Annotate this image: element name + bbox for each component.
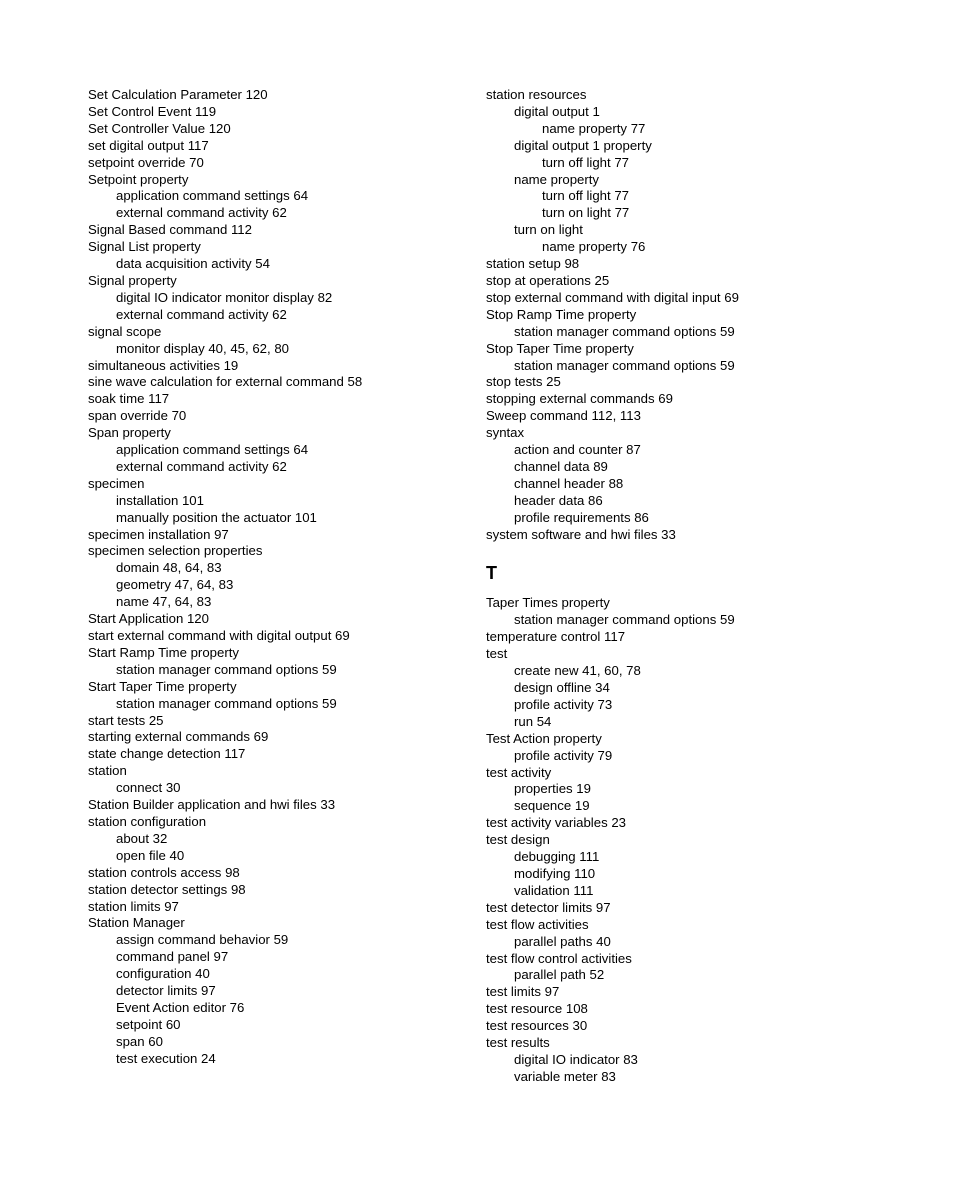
index-subentry: installation 101	[116, 492, 204, 508]
index-entry: test activity variables 23	[486, 815, 626, 831]
index-entry: Start Application 120	[88, 611, 209, 627]
index-list-t	[486, 595, 906, 1085]
index-entry: syntax	[486, 425, 525, 441]
index-subentry: debugging 111	[514, 849, 600, 865]
index-entry: starting external commands 69	[88, 729, 269, 745]
index-subentry: channel header 88	[514, 475, 624, 491]
index-subentry: validation 111	[514, 882, 594, 898]
index-subentry: create new 41, 60, 78	[514, 663, 641, 679]
index-entry: system software and hwi files 33	[486, 526, 676, 542]
index-entry: span override 70	[88, 408, 187, 424]
index-subentry: station manager command options 59	[514, 612, 735, 628]
index-entry: Signal property	[88, 272, 177, 288]
index-subentry: test execution 24	[116, 1050, 216, 1066]
index-entry: Setpoint property	[88, 171, 189, 187]
index-subentry: command panel 97	[116, 949, 229, 965]
index-subentry: digital output 1	[514, 103, 600, 119]
index-subentry: name 47, 64, 83	[116, 594, 212, 610]
index-subentry: turn off light 77	[542, 188, 629, 204]
index-entry: station controls access 98	[88, 864, 240, 880]
index-subentry: application command settings 64	[116, 188, 309, 204]
index-entry: station detector settings 98	[88, 881, 246, 897]
index-entry: setpoint override 70	[88, 154, 204, 170]
index-subentry: turn off light 77	[542, 154, 629, 170]
index-subentry: domain 48, 64, 83	[116, 560, 222, 576]
index-entry: sine wave calculation for external command 58	[88, 374, 363, 390]
index-column-left	[88, 87, 478, 1068]
index-entry: test	[486, 646, 508, 662]
index-subentry: profile activity 79	[514, 747, 613, 763]
index-entry: Start Taper Time property	[88, 678, 237, 694]
index-entry: Sweep command 112, 113	[486, 408, 641, 424]
index-entry: stop external command with digital input 69	[486, 289, 739, 305]
index-entry: stop at operations 25	[486, 272, 610, 288]
index-subentry: span 60	[116, 1033, 163, 1049]
index-entry: test resources 30	[486, 1018, 588, 1034]
index-entry: test flow activities	[486, 916, 589, 932]
index-entry: station configuration	[88, 813, 207, 829]
index-entry: Signal List property	[88, 239, 201, 255]
index-entry: specimen	[88, 475, 145, 491]
index-entry: start external command with digital output 69	[88, 628, 350, 643]
index-subentry: external command activity 62	[116, 205, 287, 221]
index-entry: test activity	[486, 764, 552, 780]
index-entry: specimen installation 97	[88, 526, 229, 542]
index-subentry: profile requirements 86	[514, 509, 649, 525]
index-entry: Stop Ramp Time property	[486, 306, 637, 322]
index-entry: state change detection 117	[88, 746, 246, 762]
index-entry: signal scope	[88, 323, 162, 339]
index-entry: test limits 97	[486, 984, 560, 1000]
index-subentry: turn on light	[514, 222, 583, 238]
index-entry: Start Ramp Time property	[88, 644, 239, 660]
index-subentry: application command settings 64	[116, 442, 309, 458]
index-entry: test resource 108	[486, 1001, 588, 1017]
section-letter-heading: T	[486, 563, 497, 584]
index-subentry: turn on light 77	[542, 205, 630, 221]
index-entry: set digital output 117	[88, 137, 209, 153]
index-subentry: design offline 34	[514, 680, 610, 695]
index-entry: Station Builder application and hwi files 33	[88, 797, 336, 813]
index-entry: Signal Based command 112	[88, 222, 252, 238]
index-subentry: channel data 89	[514, 458, 608, 474]
index-entry: start tests 25	[88, 712, 164, 728]
index-entry: stopping external commands 69	[486, 391, 673, 407]
index-entry: Test Action property	[486, 730, 602, 746]
index-list-s	[486, 87, 906, 543]
index-subentry: header data 86	[514, 492, 603, 508]
index-subentry: variable meter 83	[514, 1068, 616, 1084]
index-subentry: data acquisition activity 54	[116, 256, 270, 272]
index-entry: test design	[486, 832, 550, 848]
index-entry: simultaneous activities 19	[88, 357, 239, 373]
index-subentry: external command activity 62	[116, 458, 287, 474]
index-entry: stop tests 25	[486, 374, 561, 390]
index-subentry: parallel path 52	[514, 967, 605, 983]
index-subentry: action and counter 87	[514, 442, 641, 458]
index-entry: test results	[486, 1035, 550, 1051]
index-subentry: connect 30	[116, 780, 181, 796]
index-entry: Station Manager	[88, 915, 185, 931]
index-entry: test detector limits 97	[486, 899, 611, 915]
index-subentry: detector limits 97	[116, 983, 216, 999]
index-subentry: parallel paths 40	[514, 933, 611, 949]
index-entry: specimen selection properties	[88, 543, 263, 559]
index-entry: soak time 117	[88, 391, 170, 407]
index-entry: station setup 98	[486, 256, 580, 272]
index-entry: Taper Times property	[486, 595, 610, 611]
index-subentry: station manager command options 59	[116, 661, 337, 677]
index-subentry: run 54	[514, 713, 552, 729]
index-entry: test flow control activities	[486, 950, 632, 966]
index-entry: Span property	[88, 425, 171, 441]
index-subentry: external command activity 62	[116, 306, 287, 322]
index-subentry: about 32	[116, 830, 168, 846]
index-subentry: station manager command options 59	[514, 357, 735, 373]
index-entry: Stop Taper Time property	[486, 340, 634, 356]
index-subentry: geometry 47, 64, 83	[116, 577, 234, 593]
index-subentry: setpoint 60	[116, 1016, 181, 1032]
index-subentry: monitor display 40, 45, 62, 80	[116, 340, 290, 356]
index-entry: Set Controller Value 120	[88, 120, 231, 136]
index-subentry: modifying 110	[514, 865, 596, 881]
index-subentry: name property	[514, 171, 600, 187]
index-subentry: digital output 1 property	[514, 137, 652, 153]
index-entry: Set Calculation Parameter 120	[88, 87, 268, 102]
index-subentry: Event Action editor 76	[116, 999, 245, 1015]
index-subentry: station manager command options 59	[514, 323, 735, 339]
index-subentry: profile activity 73	[514, 696, 613, 712]
index-subentry: manually position the actuator 101	[116, 509, 317, 525]
index-subentry: digital IO indicator monitor display 82	[116, 289, 333, 305]
index-entry: temperature control 117	[486, 629, 626, 645]
index-subentry: sequence 19	[514, 798, 590, 814]
index-subentry: properties 19	[514, 781, 591, 797]
index-entry: station	[88, 763, 127, 779]
index-subentry: configuration 40	[116, 966, 210, 982]
index-entry: station limits 97	[88, 898, 179, 914]
index-entry: Set Control Event 119	[88, 103, 217, 119]
index-subentry: name property 77	[542, 120, 646, 136]
index-subentry: name property 76	[542, 239, 646, 255]
index-column-right	[486, 87, 906, 1086]
index-subentry: station manager command options 59	[116, 695, 337, 711]
index-subentry: assign command behavior 59	[116, 932, 289, 948]
index-entry: station resources	[486, 87, 587, 102]
index-subentry: open file 40	[116, 847, 185, 863]
index-subentry: digital IO indicator 83	[514, 1051, 638, 1067]
